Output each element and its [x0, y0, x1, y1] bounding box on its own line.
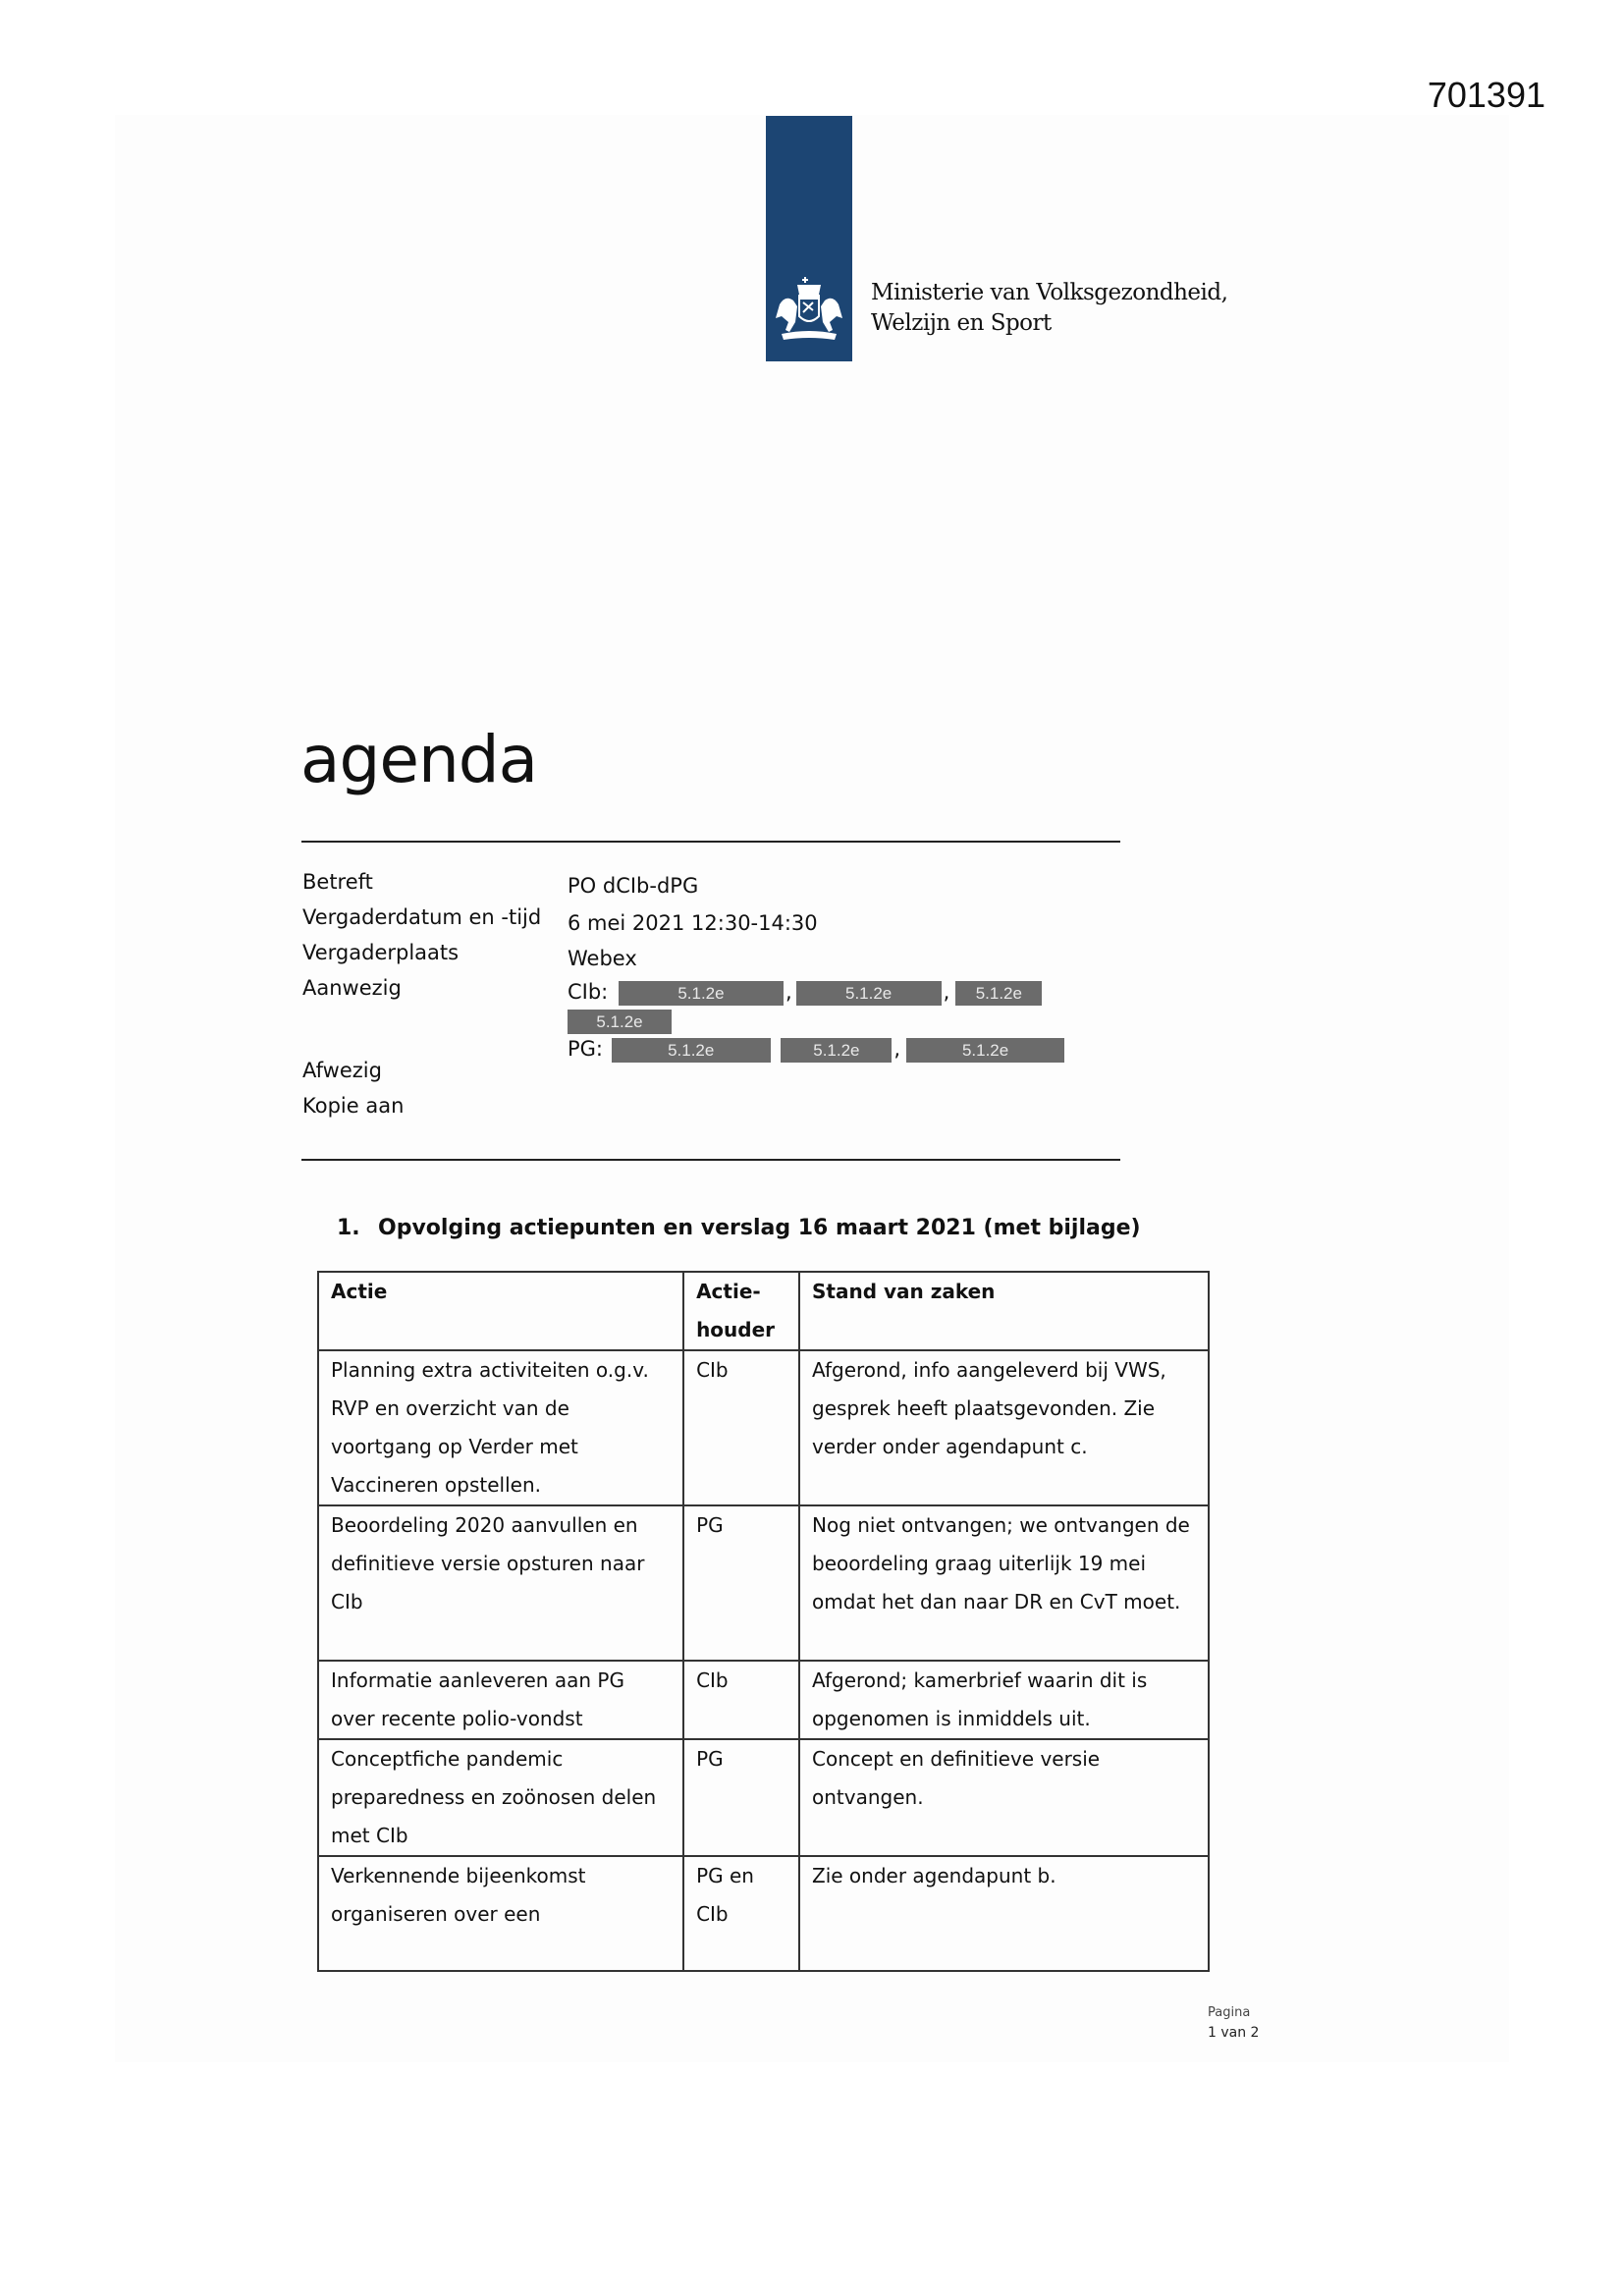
meta-row-location — [302, 935, 1186, 970]
page-indicator — [1208, 2003, 1259, 2043]
redaction-box: 5.1.2e — [781, 1038, 892, 1063]
meta-label: Aanwezig — [302, 976, 402, 1000]
table-row — [318, 1856, 1209, 1971]
attendees-pg — [568, 1035, 1064, 1063]
meta-value: 6 mei 2021 12:30-14:30 — [568, 911, 818, 935]
table-row — [318, 1661, 1209, 1739]
cell-status: Concept en definitieve versie ontvangen. — [799, 1739, 1209, 1856]
table-row — [318, 1739, 1209, 1856]
attendee-group-label: PG: — [568, 1037, 604, 1061]
column-header-owner-line1: Actie- — [696, 1280, 761, 1303]
ministry-logo — [766, 116, 852, 361]
cell-action: Conceptfiche pandemic preparedness en zoönosen delen met CIb — [318, 1739, 683, 1856]
meta-label: Afwezig — [302, 1059, 382, 1082]
cell-action: Verkennende bijeenkomst organiseren over een — [318, 1856, 683, 1971]
cell-action: Planning extra activiteiten o.g.v. RVP en overzicht van de voortgang op Verder met Vaccineren opstellen. — [318, 1350, 683, 1505]
meta-row-subject — [302, 864, 1186, 900]
cell-owner: CIb — [683, 1661, 799, 1739]
column-header-owner — [683, 1272, 799, 1350]
top-divider — [301, 841, 1120, 843]
section-heading — [337, 1216, 1141, 1240]
bottom-divider — [301, 1159, 1120, 1161]
coat-of-arms-icon — [772, 275, 846, 350]
cell-owner: CIb — [683, 1350, 799, 1505]
separator: , — [893, 1037, 901, 1061]
cell-action: Beoordeling 2020 aanvullen en definitieve versie opsturen naar CIb — [318, 1505, 683, 1661]
meta-label: Vergaderplaats — [302, 941, 460, 964]
table-row — [318, 1505, 1209, 1661]
meta-value: Webex — [568, 947, 637, 970]
redaction-box: 5.1.2e — [568, 1010, 672, 1034]
redaction-box: 5.1.2e — [619, 981, 784, 1006]
separator: , — [943, 980, 950, 1004]
meta-value — [568, 1088, 1186, 1123]
cell-status: Zie onder agendapunt b. — [799, 1856, 1209, 1971]
column-header-action: Actie — [318, 1272, 683, 1350]
attendee-group-label: CIb: — [568, 980, 609, 1004]
page-label: Pagina — [1208, 2005, 1251, 2020]
redaction-box: 5.1.2e — [796, 981, 942, 1006]
attendees-cib — [568, 978, 1042, 1006]
document-title: agenda — [300, 722, 538, 797]
redaction-box: 5.1.2e — [612, 1038, 771, 1063]
separator: , — [785, 980, 792, 1004]
meta-value: PO dCIb-dPG — [568, 874, 699, 898]
redaction-box: 5.1.2e — [955, 981, 1042, 1006]
ministry-name-line1: Ministerie van Volksgezondheid, — [871, 280, 1228, 305]
page-number: 1 van 2 — [1208, 2025, 1260, 2041]
column-header-owner-line2: houder — [696, 1318, 776, 1341]
ministry-name-line2: Welzijn en Sport — [871, 310, 1052, 336]
cell-owner: PG en CIb — [683, 1856, 799, 1971]
cell-status: Afgerond, info aangeleverd bij VWS, gesprek heeft plaatsgevonden. Zie verder onder agendapunt c. — [799, 1350, 1209, 1505]
document-number: 701391 — [1427, 75, 1545, 115]
cell-owner: PG — [683, 1739, 799, 1856]
meta-row-datetime — [302, 900, 1186, 935]
redaction-box: 5.1.2e — [906, 1038, 1064, 1063]
attendees-cib-continued — [568, 1007, 672, 1034]
table-header-row — [318, 1272, 1209, 1350]
cell-owner: PG — [683, 1505, 799, 1661]
action-items-table — [317, 1271, 1210, 1972]
section-title: Opvolging actiepunten en verslag 16 maart 2021 (met bijlage) — [378, 1216, 1141, 1240]
meta-label: Kopie aan — [302, 1094, 405, 1118]
section-number: 1. — [337, 1216, 360, 1240]
cell-status: Nog niet ontvangen; we ontvangen de beoordeling graag uiterlijk 19 mei omdat het dan naar DR en CvT moet. — [799, 1505, 1209, 1661]
cell-status: Afgerond; kamerbrief waarin dit is opgenomen is inmiddels uit. — [799, 1661, 1209, 1739]
meta-row-copy — [302, 1088, 1186, 1123]
table-row — [318, 1350, 1209, 1505]
ministry-name — [871, 278, 1227, 339]
meta-label: Betreft — [302, 870, 373, 894]
column-header-status: Stand van zaken — [799, 1272, 1209, 1350]
meta-label: Vergaderdatum en -tijd — [302, 905, 542, 929]
cell-action: Informatie aanleveren aan PG over recente polio-vondst — [318, 1661, 683, 1739]
